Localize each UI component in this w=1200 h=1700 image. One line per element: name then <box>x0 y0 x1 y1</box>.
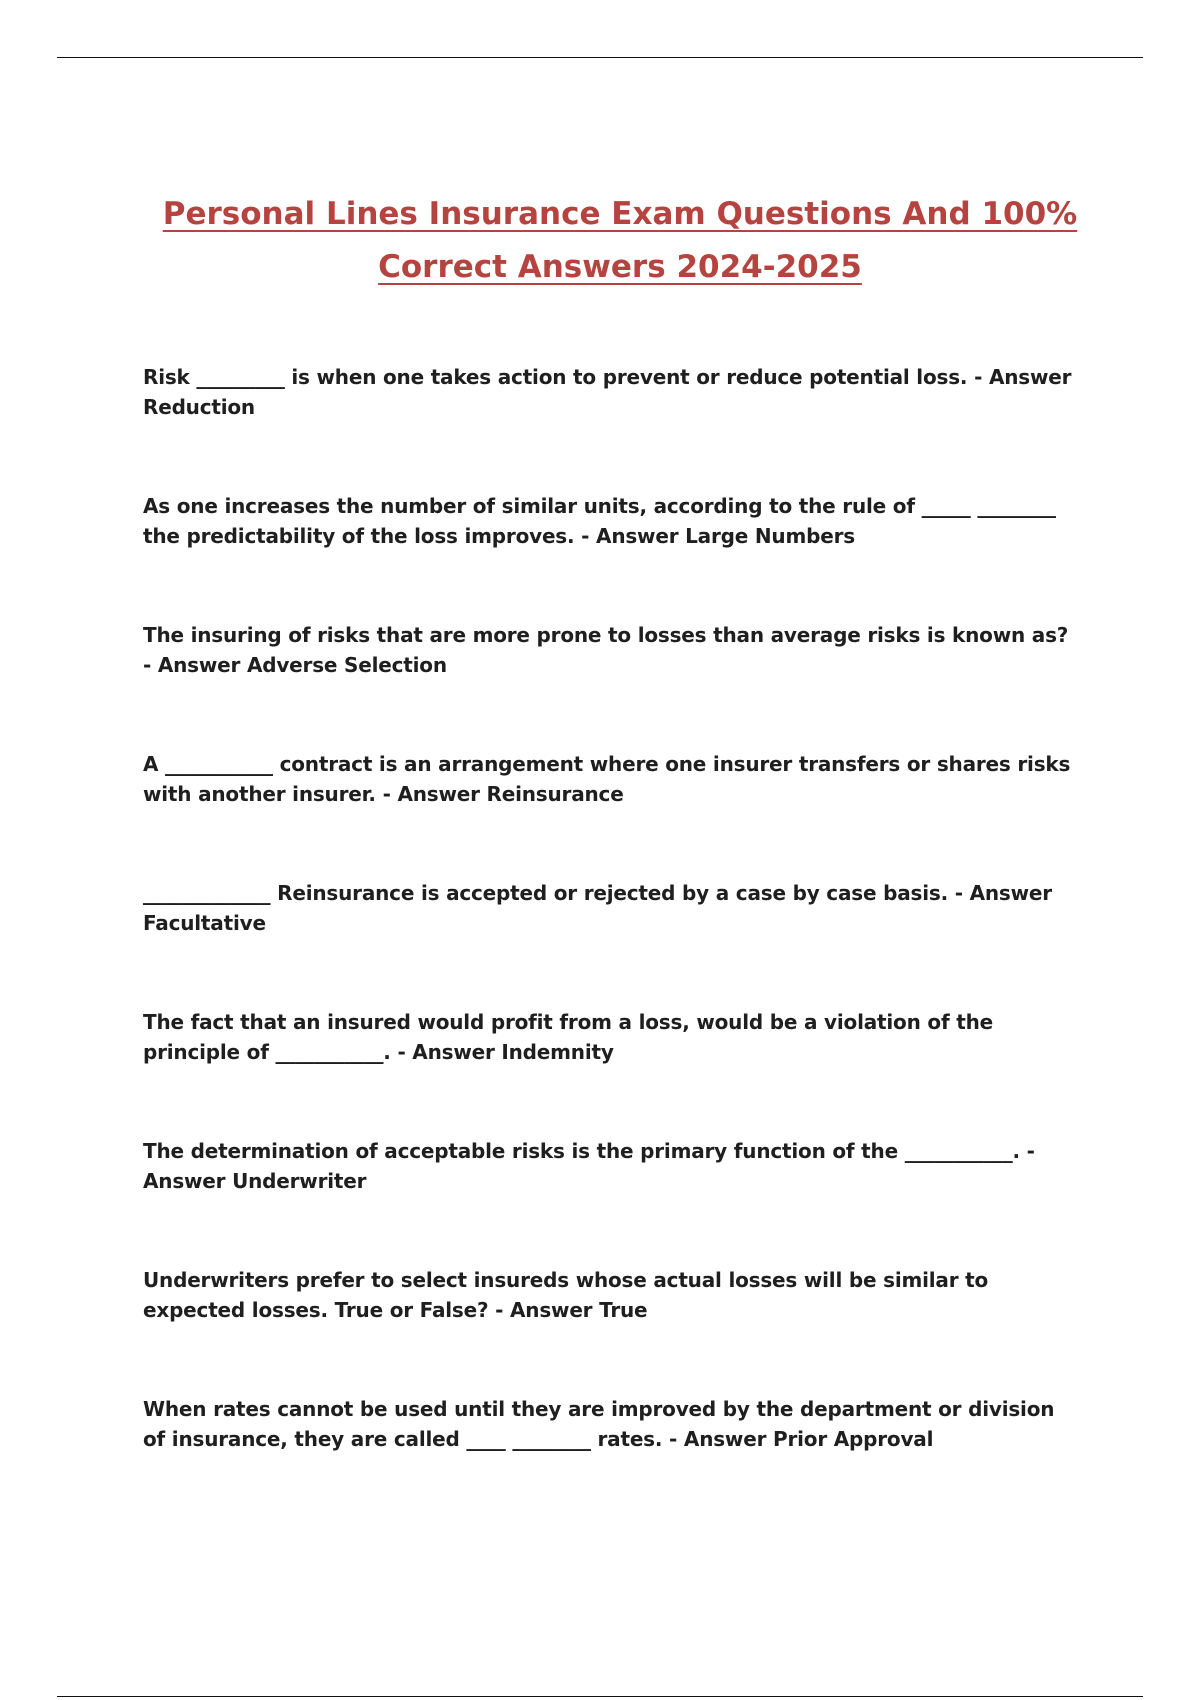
title-line-2: Correct Answers 2024-2025 <box>378 249 862 285</box>
qa-item-5: _____________ Reinsurance is accepted or rejected by a case by case basis. - Answer Facultative <box>143 881 1052 935</box>
qa-item-7: The determination of acceptable risks is the primary function of the ___________. - Answer Underwriter <box>143 1139 1035 1193</box>
top-rule <box>57 57 1143 58</box>
qa-item-2: As one increases the number of similar units, according to the rule of _____ ________ the predictability of the loss improves. - Answer Large Numbers <box>143 494 1056 548</box>
qa-item-4: A ___________ contract is an arrangement where one insurer transfers or shares risks with another insurer. - Answer Reinsurance <box>143 752 1071 806</box>
qa-item-9: When rates cannot be used until they are improved by the department or division of insurance, they are called ____ ________ rates. - Answer Prior Approval <box>143 1397 1055 1451</box>
qa-item-3: The insuring of risks that are more prone to losses than average risks is known as? - Answer Adverse Selection <box>143 623 1069 677</box>
qa-item-8: Underwriters prefer to select insureds whose actual losses will be similar to expected losses. True or False? - Answer True <box>143 1268 989 1322</box>
question-answer-list <box>143 362 1083 1523</box>
title-line-1: Personal Lines Insurance Exam Questions And 100% <box>162 196 1078 232</box>
qa-item-1: Risk _________ is when one takes action to prevent or reduce potential loss. - Answer Reduction <box>143 365 1072 419</box>
bottom-rule <box>57 1696 1143 1697</box>
qa-item-6: The fact that an insured would profit from a loss, would be a violation of the principle of ___________. - Answer Indemnity <box>143 1010 993 1064</box>
document-title <box>100 188 1140 294</box>
